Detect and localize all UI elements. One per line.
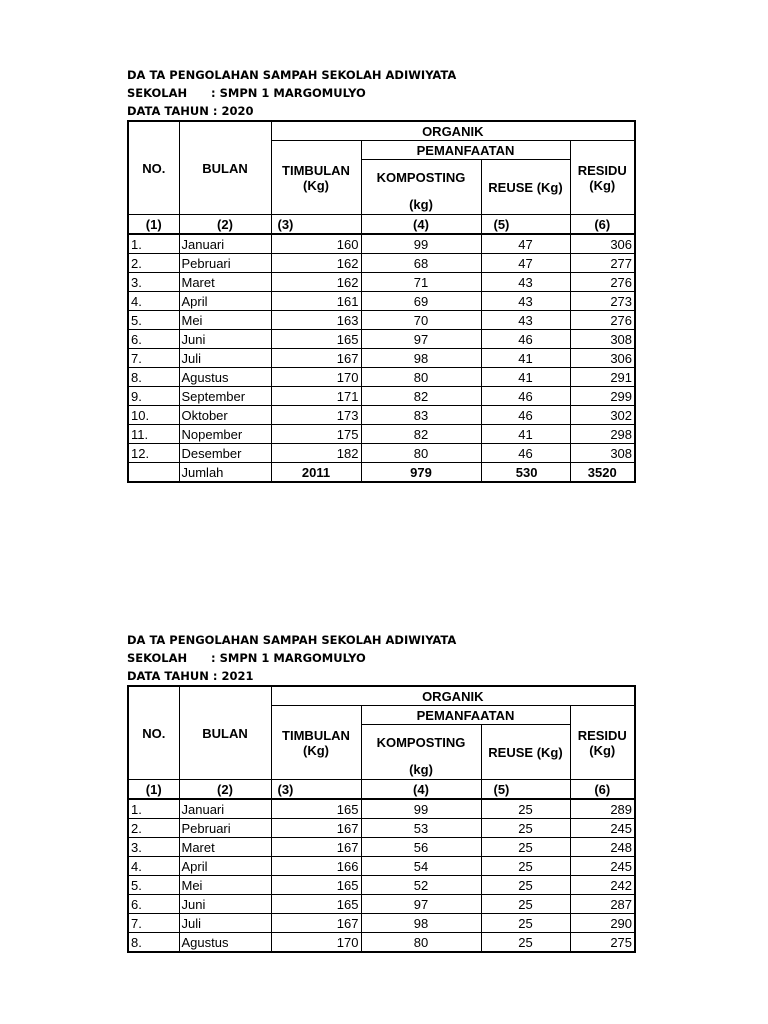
cell-reuse: 25 <box>481 933 570 953</box>
col-header-no: NO. <box>128 686 179 780</box>
cell-bulan: Nopember <box>179 425 271 444</box>
cell-no: 8. <box>128 368 179 387</box>
cell-bulan: Pebruari <box>179 254 271 273</box>
table-row <box>128 444 635 463</box>
cell-komposting: 80 <box>361 444 481 463</box>
column-number: (5) <box>481 780 570 800</box>
cell-komposting: 71 <box>361 273 481 292</box>
cell-timbulan: 165 <box>271 876 361 895</box>
cell-timbulan: 167 <box>271 914 361 933</box>
waste-table-block-2020 <box>127 66 634 483</box>
cell-bulan: Juli <box>179 349 271 368</box>
cell-timbulan: 166 <box>271 857 361 876</box>
column-number: (2) <box>179 215 271 235</box>
cell-reuse: 47 <box>481 234 570 254</box>
col-header-timbulan <box>271 706 361 780</box>
cell-residu: 299 <box>570 387 635 406</box>
cell-bulan: Agustus <box>179 933 271 953</box>
cell-komposting: 69 <box>361 292 481 311</box>
cell-komposting: 97 <box>361 330 481 349</box>
cell-komposting: 82 <box>361 387 481 406</box>
cell-reuse: 25 <box>481 914 570 933</box>
cell-bulan: Januari <box>179 234 271 254</box>
cell-residu: 306 <box>570 349 635 368</box>
cell-no: 1. <box>128 799 179 819</box>
cell-residu: 308 <box>570 444 635 463</box>
cell-reuse: 25 <box>481 876 570 895</box>
cell-total-residu: 3520 <box>570 463 635 483</box>
header-row-organik <box>128 686 635 706</box>
col-header-komposting-unit: (kg) <box>361 194 481 215</box>
cell-residu: 290 <box>570 914 635 933</box>
cell-bulan: Oktober <box>179 406 271 425</box>
document-title: DA TA PENGOLAHAN SAMPAH SEKOLAH ADIWIYATA <box>127 633 457 647</box>
table-row <box>128 838 635 857</box>
cell-timbulan: 167 <box>271 349 361 368</box>
col-header-residu-text: RESIDU (Kg) <box>577 727 627 758</box>
table-row <box>128 914 635 933</box>
cell-bulan: April <box>179 292 271 311</box>
cell-komposting: 52 <box>361 876 481 895</box>
cell-timbulan: 182 <box>271 444 361 463</box>
school-value: : SMPN 1 MARGOMULYO <box>211 651 366 665</box>
cell-no: 8. <box>128 933 179 953</box>
cell-reuse: 46 <box>481 444 570 463</box>
cell-timbulan: 161 <box>271 292 361 311</box>
col-header-pemanfaatan: PEMANFAATAN <box>361 706 570 725</box>
cell-residu: 248 <box>570 838 635 857</box>
table-row <box>128 311 635 330</box>
cell-residu: 298 <box>570 425 635 444</box>
cell-residu: 276 <box>570 273 635 292</box>
year-label: DATA TAHUN <box>127 669 209 683</box>
cell-residu: 275 <box>570 933 635 953</box>
column-number: (3) <box>271 215 361 235</box>
year-value: : 2020 <box>212 104 254 118</box>
cell-komposting: 80 <box>361 933 481 953</box>
col-header-no: NO. <box>128 121 179 215</box>
cell-timbulan: 165 <box>271 799 361 819</box>
cell-timbulan: 170 <box>271 933 361 953</box>
cell-no: 2. <box>128 254 179 273</box>
cell-total-reuse: 530 <box>481 463 570 483</box>
table-row <box>128 254 635 273</box>
cell-reuse: 25 <box>481 895 570 914</box>
col-header-komposting-unit: (kg) <box>361 759 481 780</box>
year-value: : 2021 <box>212 669 254 683</box>
cell-bulan: Pebruari <box>179 819 271 838</box>
cell-komposting: 70 <box>361 311 481 330</box>
waste-table-block-2021 <box>127 631 634 953</box>
col-header-komposting: KOMPOSTING <box>361 160 481 195</box>
cell-komposting: 98 <box>361 349 481 368</box>
cell-reuse: 41 <box>481 425 570 444</box>
cell-no: 11. <box>128 425 179 444</box>
year-label: DATA TAHUN <box>127 104 209 118</box>
cell-reuse: 47 <box>481 254 570 273</box>
cell-bulan: September <box>179 387 271 406</box>
cell-no: 9. <box>128 387 179 406</box>
column-number: (3) <box>271 780 361 800</box>
cell-komposting: 54 <box>361 857 481 876</box>
cell-reuse: 43 <box>481 292 570 311</box>
cell-reuse: 25 <box>481 799 570 819</box>
cell-komposting: 99 <box>361 234 481 254</box>
cell-reuse: 41 <box>481 349 570 368</box>
table-row <box>128 876 635 895</box>
cell-reuse: 46 <box>481 387 570 406</box>
cell-residu: 289 <box>570 799 635 819</box>
cell-komposting: 98 <box>361 914 481 933</box>
column-number: (4) <box>361 215 481 235</box>
cell-no: 2. <box>128 819 179 838</box>
cell-timbulan: 160 <box>271 234 361 254</box>
cell-komposting: 53 <box>361 819 481 838</box>
cell-no: 6. <box>128 330 179 349</box>
cell-residu: 277 <box>570 254 635 273</box>
cell-komposting: 83 <box>361 406 481 425</box>
cell-bulan: Januari <box>179 799 271 819</box>
cell-bulan: Juni <box>179 895 271 914</box>
cell-timbulan: 162 <box>271 273 361 292</box>
cell-reuse: 41 <box>481 368 570 387</box>
col-header-timbulan-text: TIMBULAN (Kg) <box>282 162 350 193</box>
cell-no: 6. <box>128 895 179 914</box>
cell-no: 1. <box>128 234 179 254</box>
column-number: (2) <box>179 780 271 800</box>
col-header-pemanfaatan: PEMANFAATAN <box>361 141 570 160</box>
column-number: (6) <box>570 215 635 235</box>
table-row <box>128 292 635 311</box>
table-row <box>128 406 635 425</box>
cell-no: 5. <box>128 876 179 895</box>
cell-timbulan: 165 <box>271 330 361 349</box>
cell-timbulan: 171 <box>271 387 361 406</box>
cell-timbulan: 165 <box>271 895 361 914</box>
school-line <box>127 649 634 667</box>
table-row <box>128 330 635 349</box>
cell-reuse: 46 <box>481 330 570 349</box>
cell-residu: 291 <box>570 368 635 387</box>
cell-total-empty <box>128 463 179 483</box>
cell-komposting: 99 <box>361 799 481 819</box>
cell-bulan: Desember <box>179 444 271 463</box>
total-row <box>128 463 635 483</box>
column-number: (1) <box>128 215 179 235</box>
cell-reuse: 25 <box>481 819 570 838</box>
cell-timbulan: 170 <box>271 368 361 387</box>
column-number: (4) <box>361 780 481 800</box>
header-row-organik <box>128 121 635 141</box>
cell-timbulan: 162 <box>271 254 361 273</box>
year-line <box>127 102 634 120</box>
cell-bulan: Mei <box>179 311 271 330</box>
cell-residu: 287 <box>570 895 635 914</box>
cell-no: 3. <box>128 838 179 857</box>
year-line <box>127 667 634 685</box>
cell-residu: 242 <box>570 876 635 895</box>
school-label: SEKOLAH <box>127 86 188 100</box>
cell-residu: 308 <box>570 330 635 349</box>
cell-reuse: 25 <box>481 838 570 857</box>
document-title: DA TA PENGOLAHAN SAMPAH SEKOLAH ADIWIYATA <box>127 68 457 82</box>
column-number: (6) <box>570 780 635 800</box>
school-line <box>127 84 634 102</box>
cell-no: 7. <box>128 914 179 933</box>
col-header-residu <box>570 706 635 780</box>
cell-komposting: 68 <box>361 254 481 273</box>
cell-residu: 276 <box>570 311 635 330</box>
table-row <box>128 425 635 444</box>
cell-komposting: 80 <box>361 368 481 387</box>
cell-no: 4. <box>128 292 179 311</box>
col-header-komposting: KOMPOSTING <box>361 725 481 760</box>
table-row <box>128 349 635 368</box>
table-row <box>128 273 635 292</box>
table-row <box>128 387 635 406</box>
cell-no: 3. <box>128 273 179 292</box>
waste-data-table <box>127 685 636 953</box>
school-value: : SMPN 1 MARGOMULYO <box>211 86 366 100</box>
cell-reuse: 46 <box>481 406 570 425</box>
cell-no: 5. <box>128 311 179 330</box>
cell-komposting: 97 <box>361 895 481 914</box>
table-row <box>128 234 635 254</box>
cell-residu: 302 <box>570 406 635 425</box>
col-header-timbulan <box>271 141 361 215</box>
cell-bulan: April <box>179 857 271 876</box>
column-number-row <box>128 215 635 235</box>
cell-total-komposting: 979 <box>361 463 481 483</box>
cell-no: 7. <box>128 349 179 368</box>
table-row <box>128 368 635 387</box>
cell-timbulan: 163 <box>271 311 361 330</box>
cell-bulan: Juli <box>179 914 271 933</box>
col-header-residu-text: RESIDU (Kg) <box>577 162 627 193</box>
table-row <box>128 933 635 953</box>
cell-reuse: 43 <box>481 273 570 292</box>
cell-bulan: Juni <box>179 330 271 349</box>
cell-no: 12. <box>128 444 179 463</box>
table-row <box>128 819 635 838</box>
cell-bulan: Maret <box>179 838 271 857</box>
cell-komposting: 56 <box>361 838 481 857</box>
cell-residu: 245 <box>570 857 635 876</box>
cell-total-timbulan: 2011 <box>271 463 361 483</box>
table-row <box>128 895 635 914</box>
col-header-organik: ORGANIK <box>271 686 635 706</box>
waste-data-table <box>127 120 636 483</box>
cell-total-label: Jumlah <box>179 463 271 483</box>
cell-timbulan: 167 <box>271 838 361 857</box>
cell-timbulan: 173 <box>271 406 361 425</box>
cell-komposting: 82 <box>361 425 481 444</box>
col-header-organik: ORGANIK <box>271 121 635 141</box>
column-number: (1) <box>128 780 179 800</box>
col-header-timbulan-text: TIMBULAN (Kg) <box>282 727 350 758</box>
cell-no: 4. <box>128 857 179 876</box>
cell-bulan: Mei <box>179 876 271 895</box>
col-header-bulan: BULAN <box>179 686 271 780</box>
cell-bulan: Agustus <box>179 368 271 387</box>
cell-timbulan: 175 <box>271 425 361 444</box>
cell-reuse: 25 <box>481 857 570 876</box>
col-header-residu <box>570 141 635 215</box>
cell-bulan: Maret <box>179 273 271 292</box>
school-label: SEKOLAH <box>127 651 188 665</box>
cell-residu: 245 <box>570 819 635 838</box>
col-header-reuse: REUSE (Kg) <box>481 725 570 780</box>
col-header-bulan: BULAN <box>179 121 271 215</box>
cell-timbulan: 167 <box>271 819 361 838</box>
cell-residu: 306 <box>570 234 635 254</box>
table-row <box>128 857 635 876</box>
cell-reuse: 43 <box>481 311 570 330</box>
table-row <box>128 799 635 819</box>
column-number-row <box>128 780 635 800</box>
col-header-reuse: REUSE (Kg) <box>481 160 570 215</box>
cell-residu: 273 <box>570 292 635 311</box>
column-number: (5) <box>481 215 570 235</box>
cell-no: 10. <box>128 406 179 425</box>
